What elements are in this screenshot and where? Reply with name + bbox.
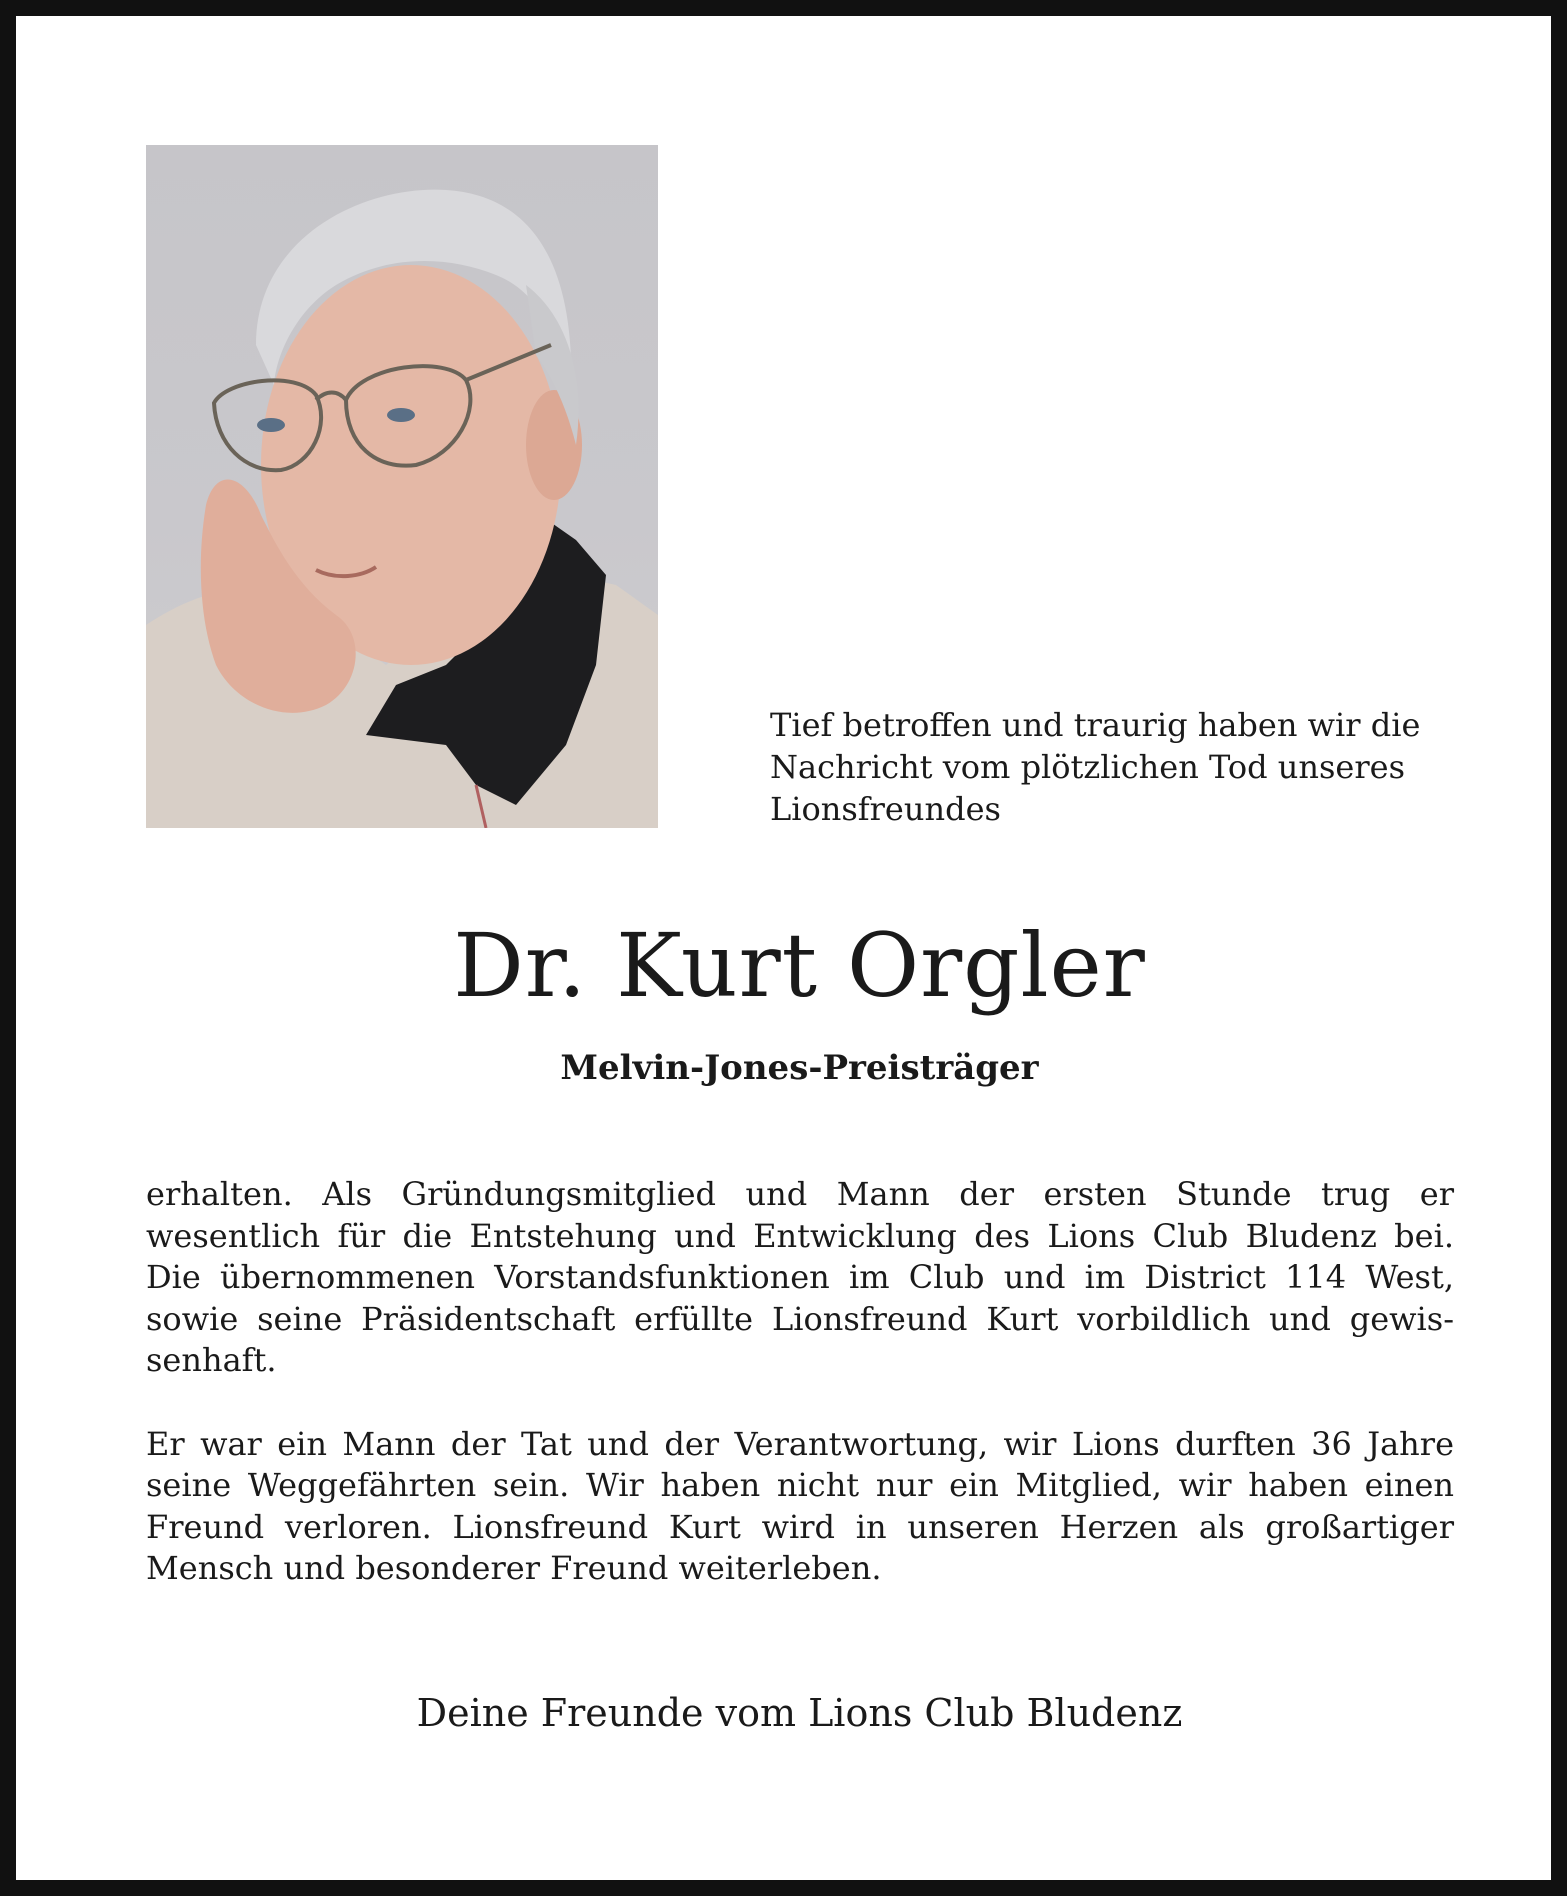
body-line: sowie seine Präsidentschaft erfüllte Lionsfreund Kurt vorbildlich und gewis- xyxy=(146,1299,1454,1338)
paragraph-gap xyxy=(146,1382,1454,1424)
body-line: seine Weggefährten sein. Wir haben nicht nur ein Mitglied, wir haben einen xyxy=(146,1466,1454,1504)
intro-text xyxy=(770,704,1470,830)
award-subtitle: Melvin-Jones-Preisträger xyxy=(560,1048,1039,1088)
body-text xyxy=(146,1174,1454,1590)
body-line: erhalten. Als Gründungsmitglied und Mann der ersten Stunde trug er xyxy=(146,1175,1454,1213)
portrait-photo xyxy=(146,145,658,828)
body-line: wesentlich für die Entstehung und Entwicklung des Lions Club Bludenz bei. xyxy=(146,1216,1454,1255)
body-line: senhaft. xyxy=(146,1341,277,1379)
body-line: Die übernommenen Vorstandsfunktionen im Club und im District 114 West, xyxy=(146,1258,1454,1296)
portrait-illustration xyxy=(146,145,658,828)
intro-line: Tief betroffen und traurig haben wir die xyxy=(770,706,1421,744)
body-line: Freund verloren. Lionsfreund Kurt wird in unseren Herzen als großartiger xyxy=(146,1507,1454,1546)
intro-line: Nachricht vom plötzlichen Tod unseres xyxy=(770,748,1405,786)
signature: Deine Freunde vom Lions Club Bludenz xyxy=(416,1691,1183,1735)
intro-line: Lionsfreundes xyxy=(770,790,1001,828)
deceased-name: Dr. Kurt Orgler xyxy=(453,914,1146,1017)
body-line: Er war ein Mann der Tat und der Verantwortung, wir Lions durften 36 Jahre xyxy=(146,1424,1454,1463)
body-line: Mensch und besonderer Freund weiterleben. xyxy=(146,1549,882,1587)
